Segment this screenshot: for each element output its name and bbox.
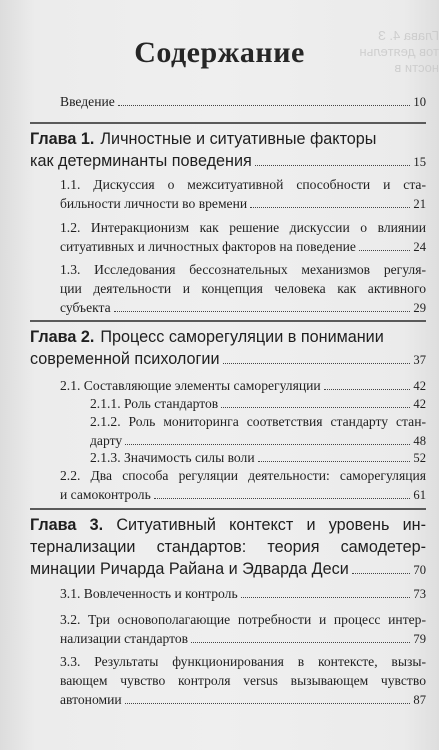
dot-leader (191, 642, 410, 643)
entry-line: нализации стандартов (60, 631, 189, 646)
toc-entry-2-2[interactable] (60, 466, 426, 505)
toc-entry-3-1[interactable] (60, 584, 426, 604)
page-number: 21 (413, 197, 426, 211)
chapter-title-line: тернализации стандартов: теория самодетер- (30, 538, 426, 556)
entry-line: 1.2. Интеракционизм как решение дискуссии о влиянии (60, 220, 426, 235)
entry-line: 2.1.2. Роль мониторинга соответствия стандарту стан- (90, 414, 426, 429)
page-number: 24 (413, 240, 426, 254)
chapter-rule (30, 122, 426, 124)
entry-line: вающем чувство контроля versus вызывающем чувство (60, 673, 426, 688)
dot-leader (359, 250, 411, 251)
entry-line: 2.1.3. Значимость силы воли (90, 450, 255, 465)
entry-line: автономии (60, 692, 122, 707)
page-number: 79 (413, 632, 426, 646)
dot-leader (125, 703, 411, 704)
page-number: 52 (413, 451, 426, 465)
toc-entry-2-1-1[interactable] (90, 394, 426, 414)
chapter-label: Глава 1. (30, 130, 95, 148)
bleed-through-text: Глава 4. З тов деятельн ности в (359, 28, 439, 75)
page-number: 42 (413, 397, 426, 411)
toc-chapter-3[interactable] (30, 514, 426, 581)
entry-line: дарту (90, 433, 123, 448)
toc-entry-2-1[interactable] (60, 376, 426, 396)
page-title: Содержание (134, 36, 305, 69)
dot-leader (221, 407, 410, 408)
page-number: 61 (413, 488, 426, 502)
page-number: 29 (413, 301, 426, 315)
chapter-title-line: как детерминанты поведения (30, 152, 252, 170)
entry-line: ситуативных и личностных факторов на поведение (60, 239, 356, 254)
dot-leader (258, 461, 411, 462)
entry-label: Введение (60, 94, 115, 109)
entry-line: 2.1. Составляющие элементы саморегуляции (60, 378, 321, 393)
dot-leader (223, 363, 411, 364)
dot-leader (255, 165, 411, 166)
page-number: 48 (413, 434, 426, 448)
dot-leader (125, 444, 410, 445)
toc-entry-2-1-2[interactable] (90, 412, 426, 451)
dot-leader (241, 597, 411, 598)
chapter-title-line: Ситуативный контекст и уровень ин- (116, 516, 427, 534)
chapter-rule (30, 320, 426, 322)
dot-leader (114, 311, 411, 312)
toc-entry-2-1-3[interactable] (90, 448, 426, 468)
toc-entry-intro[interactable] (60, 92, 426, 112)
dot-leader (154, 498, 411, 499)
chapter-label: Глава 3. (30, 516, 104, 534)
entry-line: 2.1.1. Роль стандартов (90, 396, 219, 411)
page-number: 37 (413, 353, 426, 367)
entry-line: 1.3. Исследования бессознательных механизмов регуля- (60, 262, 426, 277)
page-number: 42 (413, 379, 426, 393)
toc-entry-1-2[interactable] (60, 218, 426, 257)
dot-leader (250, 207, 410, 208)
entry-line: бильности личности во времени (60, 196, 248, 211)
chapter-label: Глава 2. (30, 328, 95, 346)
toc-chapter-1[interactable] (30, 128, 426, 173)
page-number: 70 (413, 563, 426, 577)
page-number: 15 (413, 155, 426, 169)
toc-chapter-2[interactable] (30, 326, 426, 371)
entry-line: 1.1. Дискуссия о межситуативной способности и ста- (60, 177, 426, 192)
toc-entry-3-2[interactable] (60, 610, 426, 649)
chapter-title-line: Процесс саморегуляции в понимании (100, 328, 384, 346)
entry-line: 3.3. Результаты функционирования в контексте, вызы- (60, 654, 426, 669)
chapter-title-line: современной психологии (30, 350, 220, 368)
toc-entry-3-3[interactable] (60, 652, 426, 710)
entry-line: ции деятельности и концепция человека как активного (60, 281, 426, 296)
entry-line: субъекта (60, 300, 111, 315)
page-number: 73 (413, 587, 426, 601)
entry-line: 3.1. Вовлеченность и контроль (60, 586, 238, 601)
dot-leader (352, 573, 411, 574)
page-number: 10 (413, 95, 426, 109)
page-number: 87 (413, 693, 426, 707)
toc-entry-1-3[interactable] (60, 260, 426, 318)
entry-line: и самоконтроль (60, 487, 151, 502)
toc-entry-1-1[interactable] (60, 175, 426, 214)
chapter-rule (30, 508, 426, 510)
dot-leader (324, 389, 411, 390)
chapter-title-line: Личностные и ситуативные факторы (100, 130, 377, 148)
dot-leader (118, 105, 411, 106)
chapter-title-line: минации Ричарда Райана и Эдварда Деси (30, 560, 349, 578)
entry-line: 2.2. Два способа регуляции деятельности: саморегуляция (60, 468, 426, 483)
entry-line: 3.2. Три основополагающие потребности и процесс интер- (60, 612, 426, 627)
